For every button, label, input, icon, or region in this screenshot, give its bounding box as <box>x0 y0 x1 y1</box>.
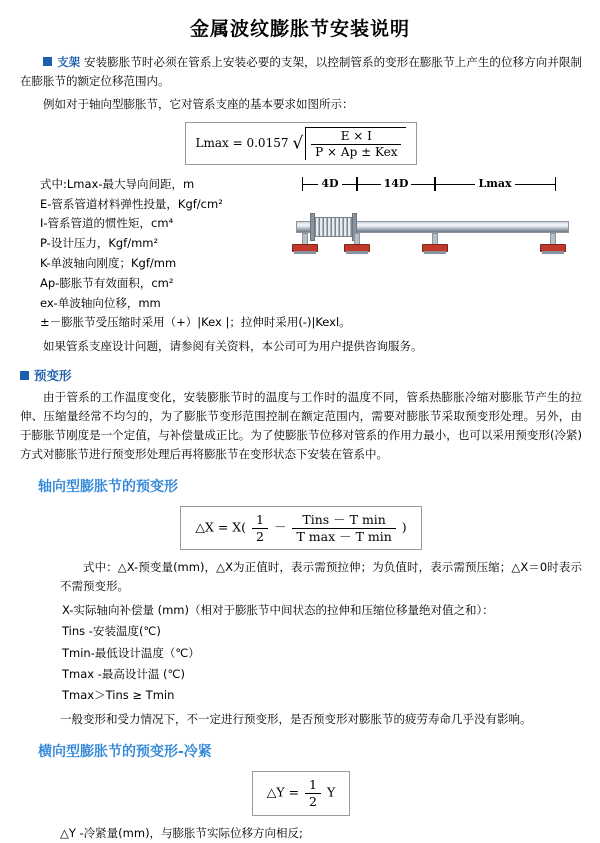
square-bullet-icon <box>43 57 52 66</box>
lmax-formula-container <box>20 122 582 165</box>
diagram-column <box>288 171 582 287</box>
lateral-fraction-half: $\frac{1}{2}$ <box>305 777 321 809</box>
variable-item: Tmax＞Tins ≥ Tmin <box>62 688 175 703</box>
axial-note-2: 一般变形和受力情况下，不一定进行预变形，是否预变形对膨胀节的疲劳寿命几乎没有影响。 <box>60 712 532 727</box>
support-anchor-4 <box>540 233 566 255</box>
page-title: 金属波纹膨胀节安装说明 <box>189 18 410 40</box>
dimension-4d: 4D <box>302 177 358 191</box>
variable-item: K-单波轴向刚度；Kgf/mm <box>40 255 177 270</box>
lateral-formula-container <box>20 771 582 815</box>
axial-formula-minus: － <box>273 519 287 535</box>
predeform-paragraph-1: 由于管系的工作温度变化，安装膨胀节时的温度与工作时的温度不同，管系热膨胀冷缩对膨胀节产生的拉伸、压缩量经常不均匀的，为了膨胀节变形范围控制在额定范围内，需要对膨胀节采取预变形处理。另外，由于膨胀节刚度是一个定值，与补偿量成正比。为了使膨胀节位移对管系的作用力最小，也可以采用预变形(冷紧)方式对膨胀节进行预变形处理后再将膨胀节在变形状态下安装在管系中。 <box>20 390 582 461</box>
variable-item: Tins -安装温度(℃) <box>62 624 161 639</box>
lmax-fraction-numerator: E × I <box>311 129 401 145</box>
axial-fraction-temp: $\frac{\text{Tins － T min}}{\text{T max － T min}}$ <box>292 512 395 544</box>
variable-item: Tmax -最高设计温 (℃) <box>62 666 185 681</box>
bracket-paragraph-1: 安装膨胀节时必须在管系上安装必要的支架，以控制管系的变形在膨胀节上产生的位移方向并限制在膨胀节的额定位移范围内。 <box>20 55 583 88</box>
expansion-joint-diagram <box>288 177 573 287</box>
pipe-assembly-graphic <box>288 195 573 275</box>
lateral-note: △Y -冷紧量(mm)，与膨胀节实际位移方向相反; <box>60 825 303 840</box>
variables-and-diagram-row <box>20 171 582 337</box>
variable-item: I-管系管道的惯性矩，cm⁴ <box>40 216 174 231</box>
dimension-14d: 14D <box>356 177 436 191</box>
support-anchor-3 <box>422 233 448 255</box>
axial-subsection-heading: 轴向型膨胀节的预变形 <box>38 478 178 495</box>
predeform-section-heading: 预变形 <box>20 366 582 384</box>
axial-formula-lhs: △X = X( <box>195 519 247 535</box>
lateral-formula <box>252 771 351 815</box>
lmax-formula-lhs: Lmax = 0.0157 <box>195 135 289 150</box>
sqrt-body <box>305 127 406 160</box>
axial-formula-rhs: ) <box>401 519 407 535</box>
variable-item: ±－膨胀节受压缩时采用（+）|Kex |；拉伸时采用(-)|Kexl。 <box>40 315 351 330</box>
variable-item: Tmin-最低设计温度（℃） <box>62 645 200 660</box>
bracket-paragraph-3: 如果管系支座设计问题，请参阅有关资料，本公司可为用户提供咨询服务。 <box>43 339 423 354</box>
variable-item: P-设计压力，Kgf/mm² <box>40 236 159 251</box>
axial-formula <box>180 506 421 550</box>
document-body <box>0 53 600 843</box>
lateral-formula-rhs: Y <box>326 784 336 800</box>
axial-note-1: 式中：△X-预变量(mm)，△X为正值时，表示需预拉伸；为负值时，表示需预压缩；△X＝0时表示不需预变形。 <box>60 560 582 594</box>
variable-item: X-实际轴向补偿量 (mm)（相对于膨胀节中间状态的拉伸和压缩位移量绝对值之和）： <box>62 603 494 618</box>
variable-item: Ap-膨胀节有效面积，cm² <box>40 275 174 290</box>
lmax-formula <box>185 122 418 165</box>
lateral-formula-lhs: △Y = <box>266 784 300 800</box>
support-anchor-1 <box>292 233 318 255</box>
bracket-section-heading: 支架 <box>57 55 81 69</box>
bracket-paragraph-2: 例如对于轴向型膨胀节，它对管系支座的基本要求如图所示： <box>43 96 354 111</box>
lmax-fraction-denominator: P × Ap ± Kex <box>315 144 398 159</box>
axial-formula-container <box>20 506 582 550</box>
lmax-fraction <box>311 129 401 160</box>
variable-item: ex-单波轴向位移，mm <box>40 295 161 310</box>
axial-fraction-half: $\frac{1}{2}$ <box>252 512 268 544</box>
square-bullet-icon <box>20 371 29 380</box>
variable-item: E-管系管道材料弹性投量，Kgf/cm² <box>40 196 223 211</box>
document-page <box>0 14 600 840</box>
dimension-lmax: Lmax <box>434 177 556 191</box>
variable-item: 式中:Lmax-最大导向间距，m <box>40 176 195 191</box>
sqrt-sign-icon: √ <box>292 133 304 154</box>
support-anchor-2 <box>344 233 370 255</box>
axial-variable-list <box>20 600 582 706</box>
lateral-subsection-heading: 横向型膨胀节的预变形-冷紧 <box>38 744 212 761</box>
bracket-intro-paragraph <box>20 53 582 91</box>
dimension-row <box>288 177 573 193</box>
